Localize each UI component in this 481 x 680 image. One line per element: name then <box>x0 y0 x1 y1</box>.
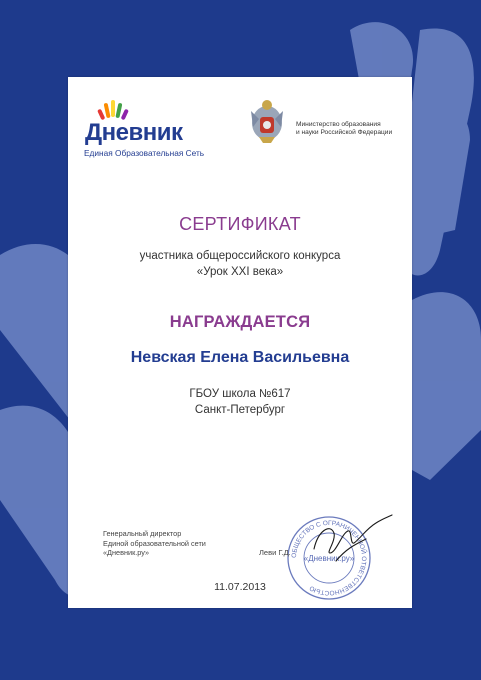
ministry-emblem-icon <box>245 97 289 145</box>
stamp-outer-text: ОБЩЕСТВО С ОГРАНИЧЕННОЙ ОТВЕТСТВЕННОСТЬЮ <box>290 519 368 597</box>
handwritten-signature <box>296 509 396 573</box>
school-name: ГБОУ школа №617 <box>189 388 291 400</box>
director-title <box>103 529 206 558</box>
recipient-name: Невская Елена Васильевна <box>130 349 350 366</box>
subtitle-line-2: «Урок XXI века» <box>196 266 284 278</box>
ministry-name <box>296 121 416 138</box>
hand-finger <box>111 100 115 117</box>
school-city: Санкт-Петербург <box>194 404 286 416</box>
hand-finger <box>115 103 122 119</box>
dnevnik-logo <box>77 97 207 157</box>
certificate-title: СЕРТИФИКАТ <box>179 214 301 234</box>
certificate-sheet <box>68 77 412 608</box>
awarded-heading: НАГРАЖДАЕТСЯ <box>169 313 311 331</box>
director-title-line-3: «Дневник.ру» <box>103 548 150 558</box>
hand-finger <box>104 103 111 119</box>
director-title-line-1: Генеральный директор <box>103 529 182 538</box>
subtitle-line-1: участника общероссийского конкурса <box>139 250 341 262</box>
ministry-line-2: и науки Российской Федерации <box>296 129 393 137</box>
director-title-line-2: Единой образовательной сети <box>103 538 206 548</box>
certificate-date: 11.07.2013 <box>214 581 266 593</box>
ministry-line-1: Министерство образования <box>296 121 381 128</box>
certificate-subtitle <box>68 248 412 280</box>
recipient-school <box>68 386 412 418</box>
logo-wordmark: Дневник <box>85 119 183 146</box>
logo-tagline: Единая Образовательная Сеть <box>84 148 205 158</box>
director-name: Леви Г.Д. <box>259 548 291 557</box>
stamp-inner-text: «Дневник.ру» <box>303 554 355 563</box>
